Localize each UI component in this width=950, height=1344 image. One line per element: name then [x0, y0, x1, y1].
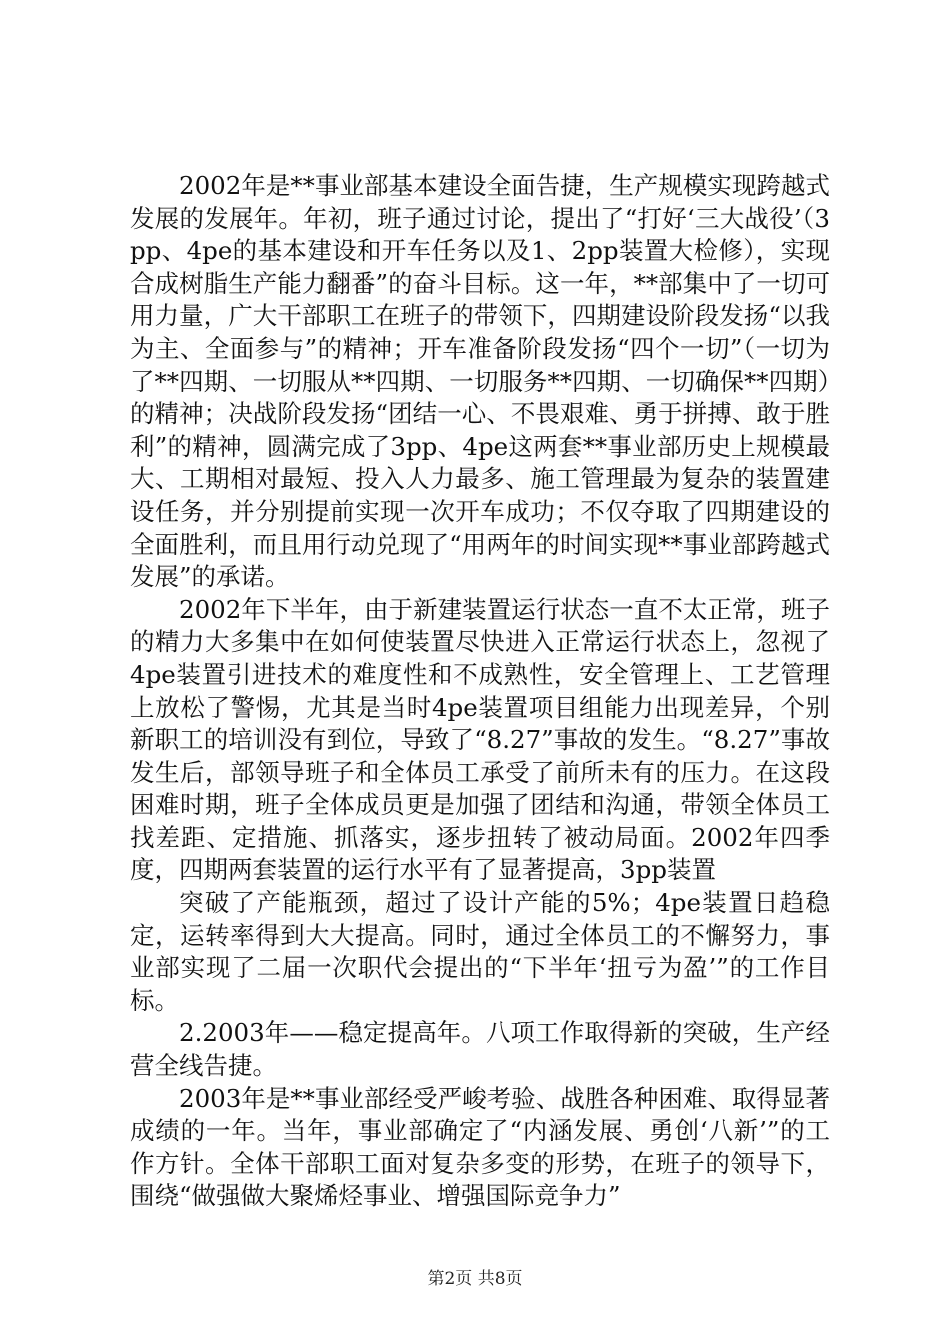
document-body [130, 170, 830, 1213]
paragraph-2003-summary: 2003年是**事业部经受严峻考验、战胜各种困难、取得显著成绩的一年。当年，事业部确定了“内涵发展、勇创‘八新’”的工作方针。全体干部职工面对复杂多变的形势，在班子的领导下，围绕“做强做大聚烯烃事业、增强国际竞争力” [130, 1083, 830, 1211]
paragraph-capacity-breakthrough: 突破了产能瓶颈，超过了设计产能的5%；4pe装置日趋稳定，运转率得到大大提高。同时，通过全体员工的不懈努力，事业部实现了二届一次职代会提出的“下半年‘扭亏为盈’”的工作目标。 [130, 888, 830, 1015]
page-number-footer: 第2页 共8页 [427, 1269, 523, 1289]
paragraph-2003-heading: 2.2003年——稳定提高年。八项工作取得新的突破，生产经营全线告捷。 [130, 1018, 830, 1081]
paragraph-2002-second-half: 2002年下半年，由于新建装置运行状态一直不太正常，班子的精力大多集中在如何使装置尽快进入正常运行状态上，忽视了4pe装置引进技术的难度性和不成熟性，安全管理上、工艺管理上放松了警惕，尤其是当时4pe装置项目组能力出现差异，个别新职工的培训没有到位，导致了“8.27”事故的发生。“8.27”事故发生后，部领导班子和全体员工承受了前所未有的压力。在这段困难时期，班子全体成员更是加强了团结和沟通，带领全体员工找差距、定措施、抓落实，逐步扭转了被动局面。2002年四季度，四期两套装置的运行水平有了显著提高，3pp装置 [130, 594, 830, 885]
paragraph-2002-development: 2002年是**事业部基本建设全面告捷，生产规模实现跨越式发展的发展年。年初，班子通过讨论，提出了“打好‘三大战役’（3pp、4pe的基本建设和开车任务以及1、2pp装置大检修），实现合成树脂生产能力翻番”的奋斗目标。这一年，**部集中了一切可用力量，广大干部职工在班子的带领下，四期建设阶段发扬“以我为主、全面参与”的精神；开车准备阶段发扬“四个一切”（一切为了**四期、一切服从**四期、一切服务**四期、一切确保**四期）的精神；决战阶段发扬“团结一心、不畏艰难、勇于拼搏、敢于胜利”的精神，圆满完成了3pp、4pe这两套**事业部历史上规模最大、工期相对最短、投入人力最多、施工管理最为复杂的装置建设任务，并分别提前实现一次开车成功；不仅夺取了四期建设的全面胜利，而且用行动兑现了“用两年的时间实现**事业部跨越式发展”的承诺。 [130, 171, 830, 592]
